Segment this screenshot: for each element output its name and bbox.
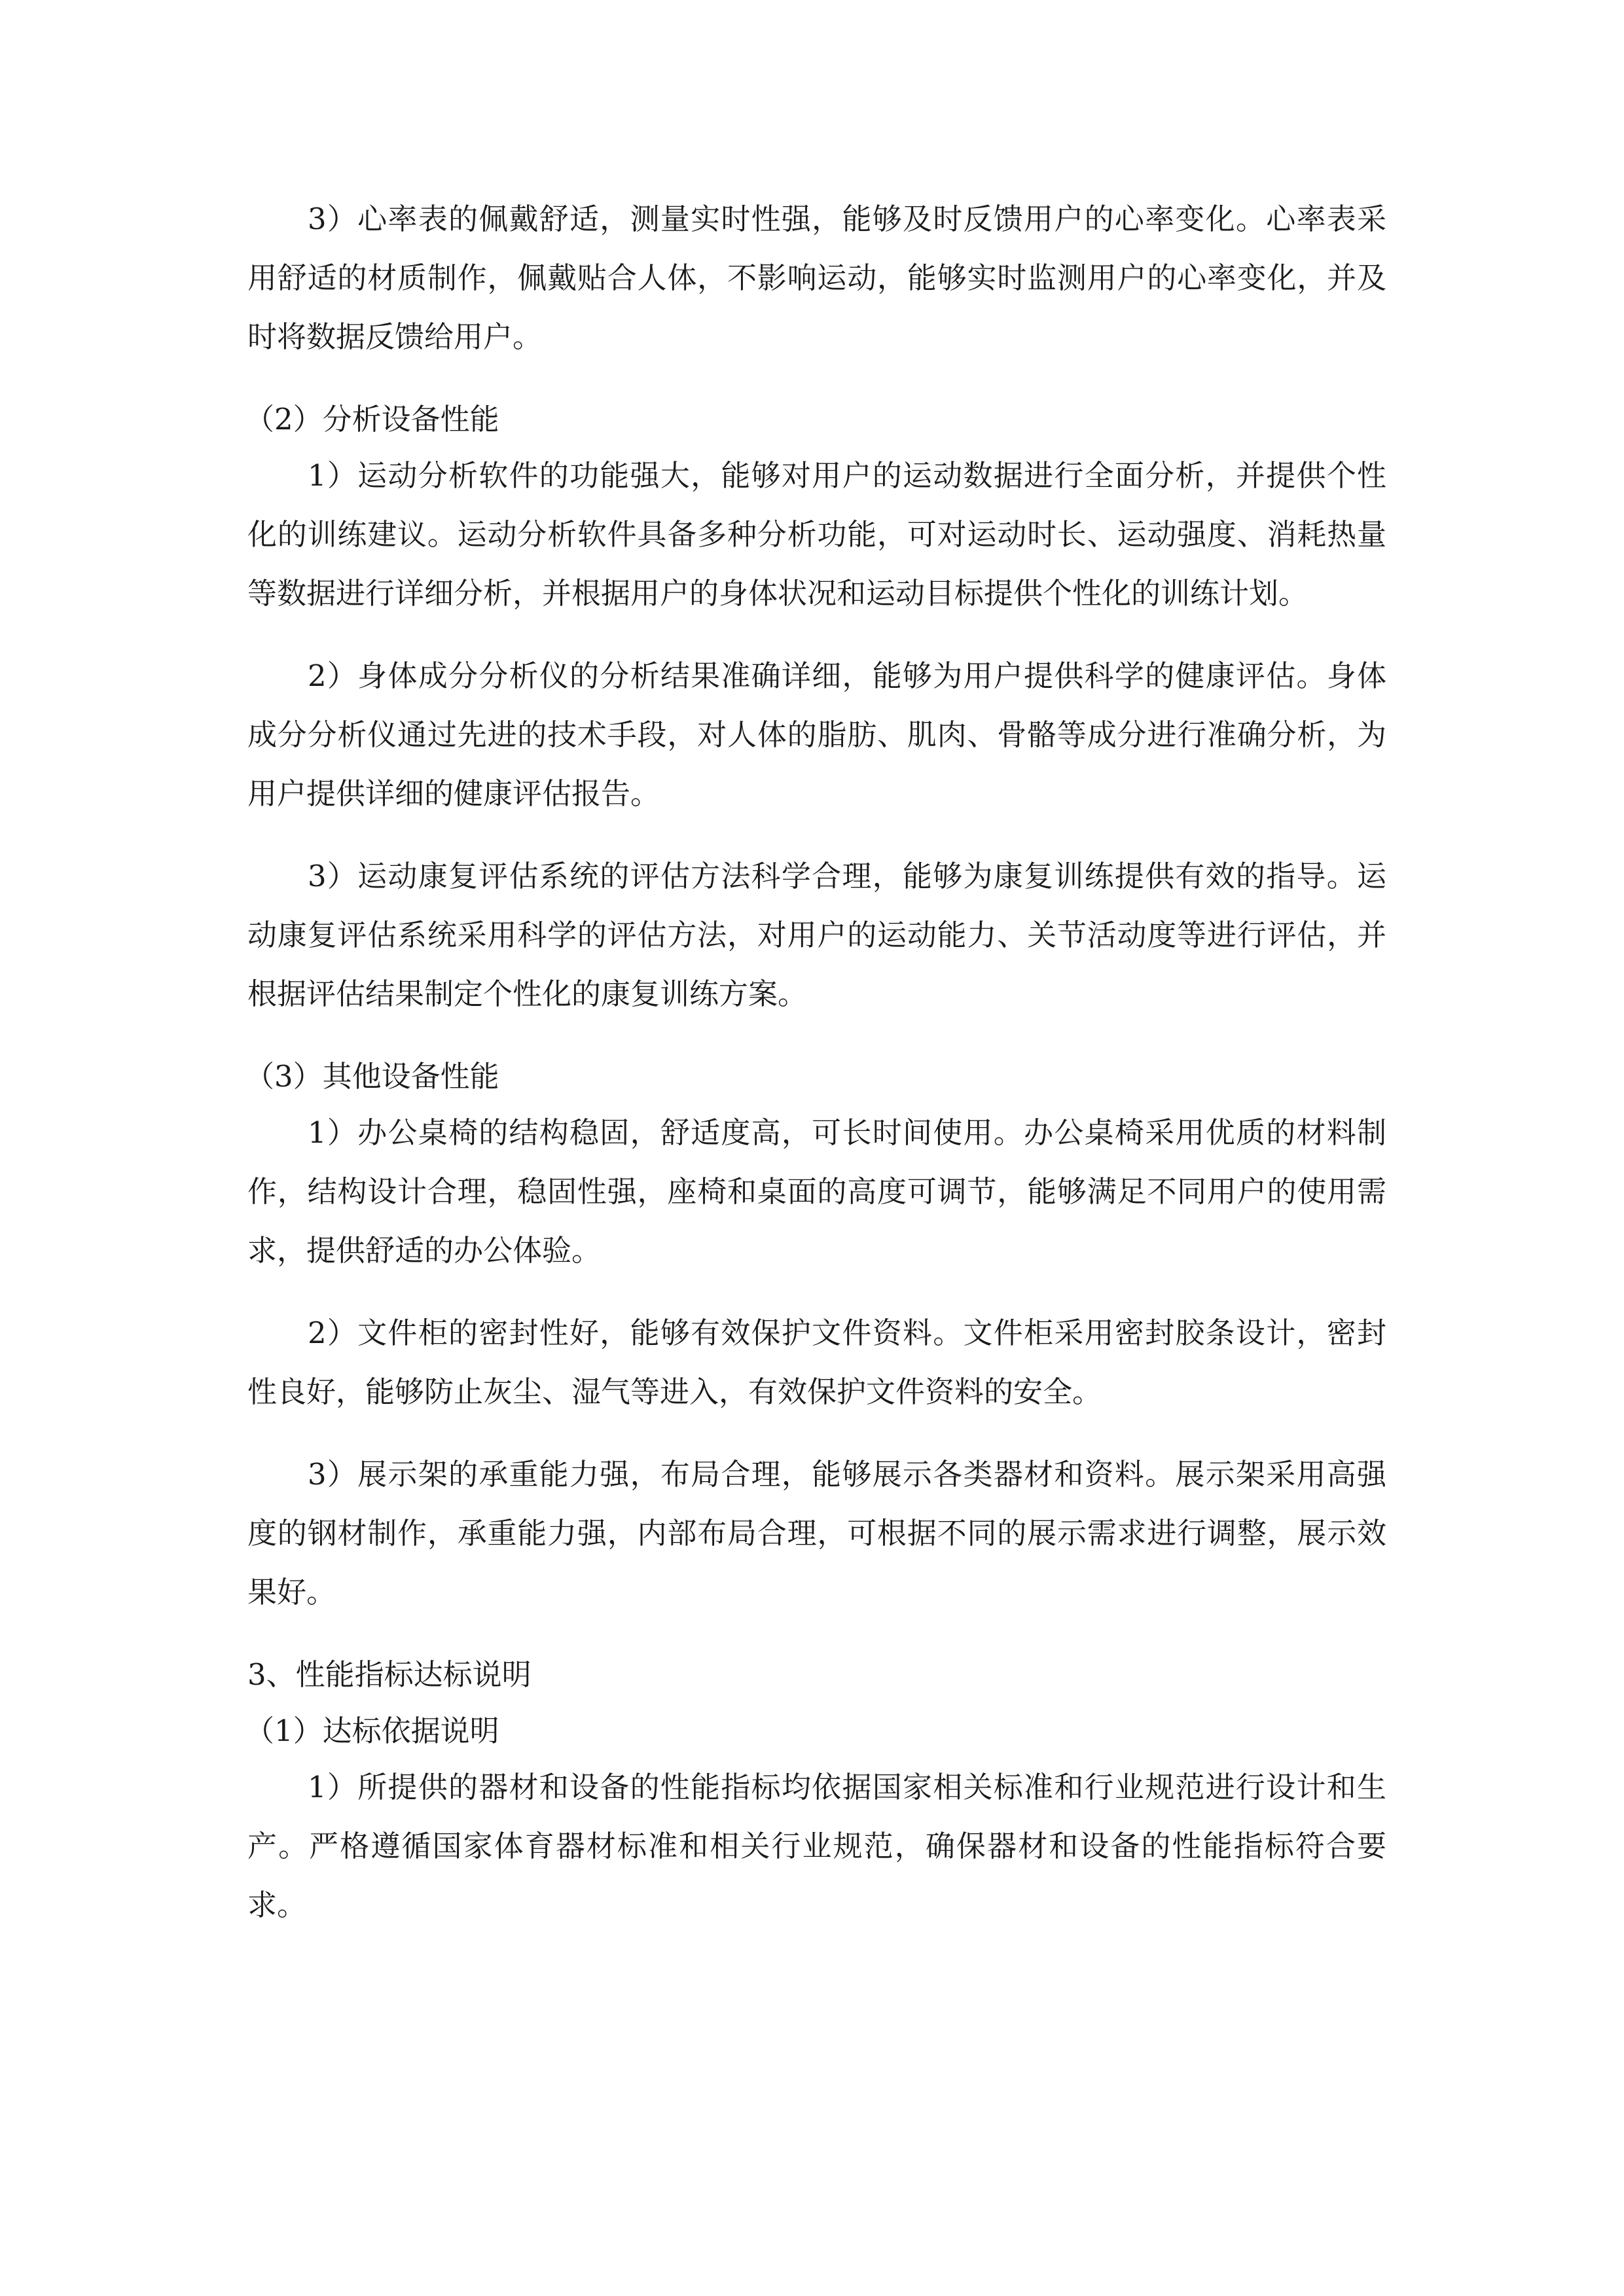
paragraph-motion-analysis-software: 1）运动分析软件的功能强大，能够对用户的运动数据进行全面分析，并提供个性化的训练建议。运动分析软件具备多种分析功能，可对运动时长、运动强度、消耗热量等数据进行详细分析，并根据用户的身体状况和运动目标提供个性化的训练计划。 (247, 458, 1386, 611)
paragraph-body-composition-analyzer: 2）身体成分分析仪的分析结果准确详细，能够为用户提供科学的健康评估。身体成分分析仪通过先进的技术手段，对人体的脂肪、肌肉、骨骼等成分进行准确分析，为用户提供详细的健康评估报告。 (247, 658, 1386, 811)
paragraph-file-cabinet: 2）文件柜的密封性好，能够有效保护文件资料。文件柜采用密封胶条设计，密封性良好，能够防止灰尘、湿气等进入，有效保护文件资料的安全。 (247, 1316, 1386, 1409)
paragraph-display-rack: 3）展示架的承重能力强，布局合理，能够展示各类器材和资料。展示架采用高强度的钢材制作，承重能力强，内部布局合理，可根据不同的展示需求进行调整，展示效果好。 (247, 1457, 1386, 1609)
paragraph-standards-basis: 1）所提供的器材和设备的性能指标均依据国家相关标准和行业规范进行设计和生产。严格遵循国家体育器材标准和相关行业规范，确保器材和设备的性能指标符合要求。 (247, 1770, 1386, 1922)
section-heading-compliance-basis: （1）达标依据说明 (245, 1713, 499, 1748)
paragraph-rehab-assessment-system: 3）运动康复评估系统的评估方法科学合理，能够为康复训练提供有效的指导。运动康复评估系统采用科学的评估方法，对用户的运动能力、关节活动度等进行评估，并根据评估结果制定个性化的康复训练方案。 (247, 859, 1386, 1011)
document-body (247, 190, 1386, 1958)
paragraph-office-furniture: 1）办公桌椅的结构稳固，舒适度高，可长时间使用。办公桌椅采用优质的材料制作，结构设计合理，稳固性强，座椅和桌面的高度可调节，能够满足不同用户的使用需求，提供舒适的办公体验。 (247, 1115, 1386, 1268)
section-heading-analysis-equipment: （2）分析设备性能 (245, 402, 499, 437)
paragraph-heart-rate-monitor: 3）心率表的佩戴舒适，测量实时性强，能够及时反馈用户的心率变化。心率表采用舒适的材质制作，佩戴贴合人体，不影响运动，能够实时监测用户的心率变化，并及时将数据反馈给用户。 (247, 202, 1386, 354)
section-heading-other-equipment: （3）其他设备性能 (245, 1059, 499, 1094)
section-heading-performance-compliance: 3、性能指标达标说明 (247, 1657, 532, 1692)
